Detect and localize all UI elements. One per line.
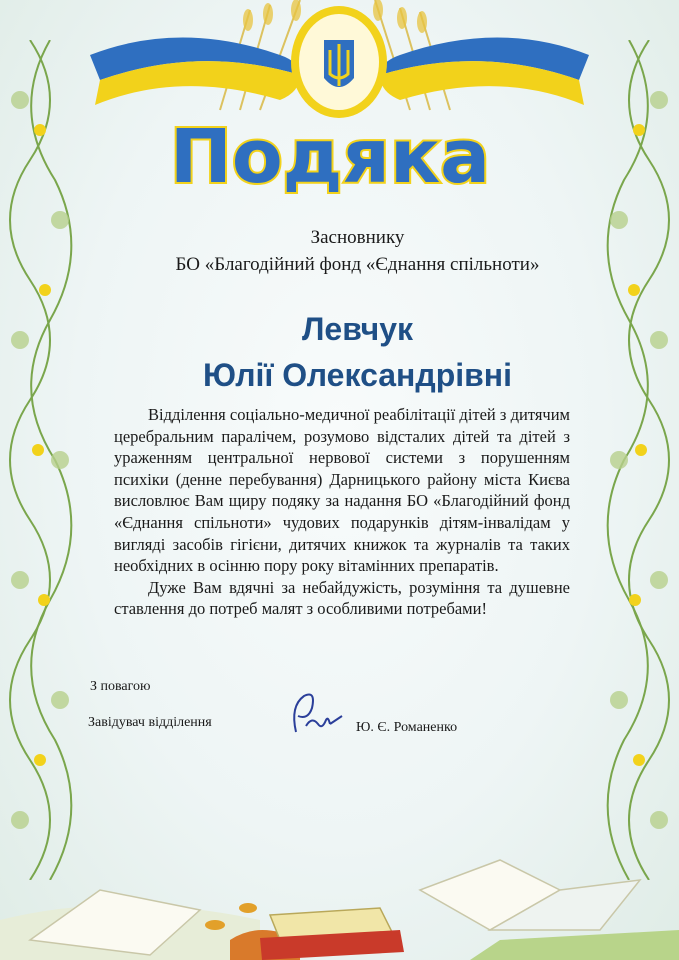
recipient-line-2: БО «Благодійний фонд «Єднання спільноти» — [175, 254, 540, 275]
body-paragraph-2: Дуже Вам вдячні за небайдужість, розуміння та душевне ставлення до потреб малят з особливими потребами! — [114, 577, 570, 619]
title-podyaka — [140, 112, 520, 202]
regards-text: З повагою — [90, 679, 151, 694]
right-floral-border — [591, 40, 679, 880]
signature-icon — [282, 686, 352, 742]
recipient-name — [0, 306, 679, 398]
body-text — [114, 404, 570, 620]
left-floral-border — [0, 40, 88, 880]
signer-name: Ю. Є. Романенко — [356, 720, 458, 735]
books-decoration — [0, 820, 679, 960]
svg-text:Подяка: Подяка — [169, 114, 491, 200]
recipient-line-1: Засновнику — [310, 227, 405, 248]
position-title: Завідувач відділення — [88, 715, 212, 730]
recipient-given-names: Юлії Олександрівні — [202, 357, 513, 393]
body-paragraph-1: Відділення соціально-медичної реабілітації дітей з дитячим церебральним паралічем, розумово відсталих дітей та дітей з ураженням центральної нервової системи з порушенням психіки (денне перебування) Дарницького району міста Києва висловлює Вам щиру подяку за надання БО «Благодійний фонд «Єднання спільноти» чудових подарунків дітям-інвалідам у вигляді засобів гігієни, дитячих книжок та журналів та таких необхідних в осінню пору року вітамінних препаратів. — [114, 405, 570, 576]
recipient-block — [0, 224, 679, 278]
flag-ribbon-decoration — [0, 0, 679, 130]
recipient-surname: Левчук — [301, 311, 414, 347]
